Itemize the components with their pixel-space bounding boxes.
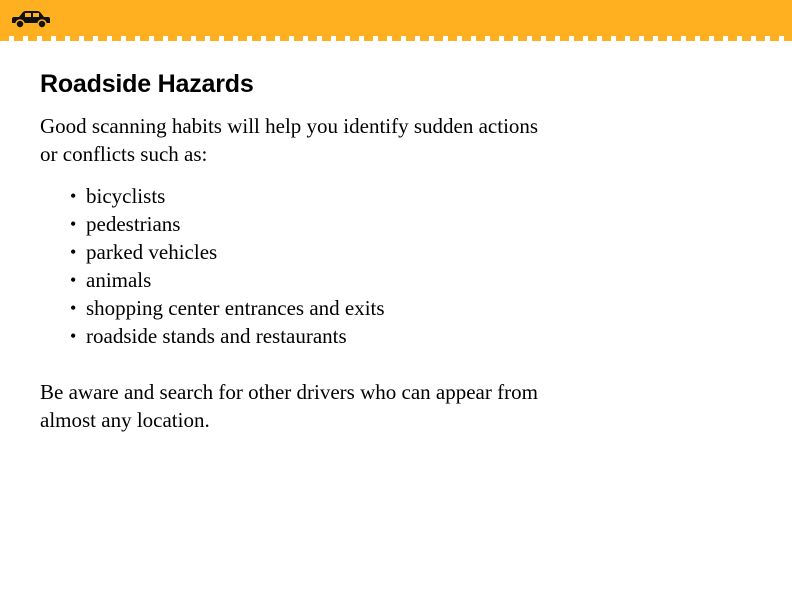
list-item-text: shopping center entrances and exits (86, 296, 385, 320)
outro-paragraph (40, 378, 640, 434)
bullet-icon: • (70, 186, 77, 206)
list-item-text: bicyclists (86, 184, 166, 208)
bullet-icon: • (70, 214, 77, 234)
outro-line-1: Be aware and search for other drivers who can appear from (40, 380, 538, 404)
list-item (70, 210, 760, 238)
hazard-list (40, 182, 760, 350)
list-item (70, 322, 760, 350)
list-item-text: roadside stands and restaurants (86, 324, 347, 348)
intro-line-1: Good scanning habits will help you identify sudden actions (40, 114, 539, 138)
list-item-text: parked vehicles (86, 240, 218, 264)
list-item-text: animals (86, 268, 152, 292)
list-item (70, 238, 760, 266)
list-item (70, 182, 760, 210)
bullet-icon: • (70, 242, 77, 262)
bullet-icon: • (70, 326, 77, 346)
page-title: Roadside Hazards (40, 70, 254, 98)
intro-paragraph (40, 112, 640, 168)
car-icon (10, 9, 52, 29)
slide-content (40, 68, 760, 434)
list-item-text: pedestrians (86, 212, 181, 236)
list-item (70, 266, 760, 294)
bullet-icon: • (70, 270, 77, 290)
bullet-icon: • (70, 298, 77, 318)
outro-line-2: almost any location. (40, 408, 210, 432)
header-dashed-edge (0, 36, 792, 41)
intro-line-2: or conflicts such as: (40, 142, 208, 166)
header-bar (0, 0, 792, 40)
list-item (70, 294, 760, 322)
